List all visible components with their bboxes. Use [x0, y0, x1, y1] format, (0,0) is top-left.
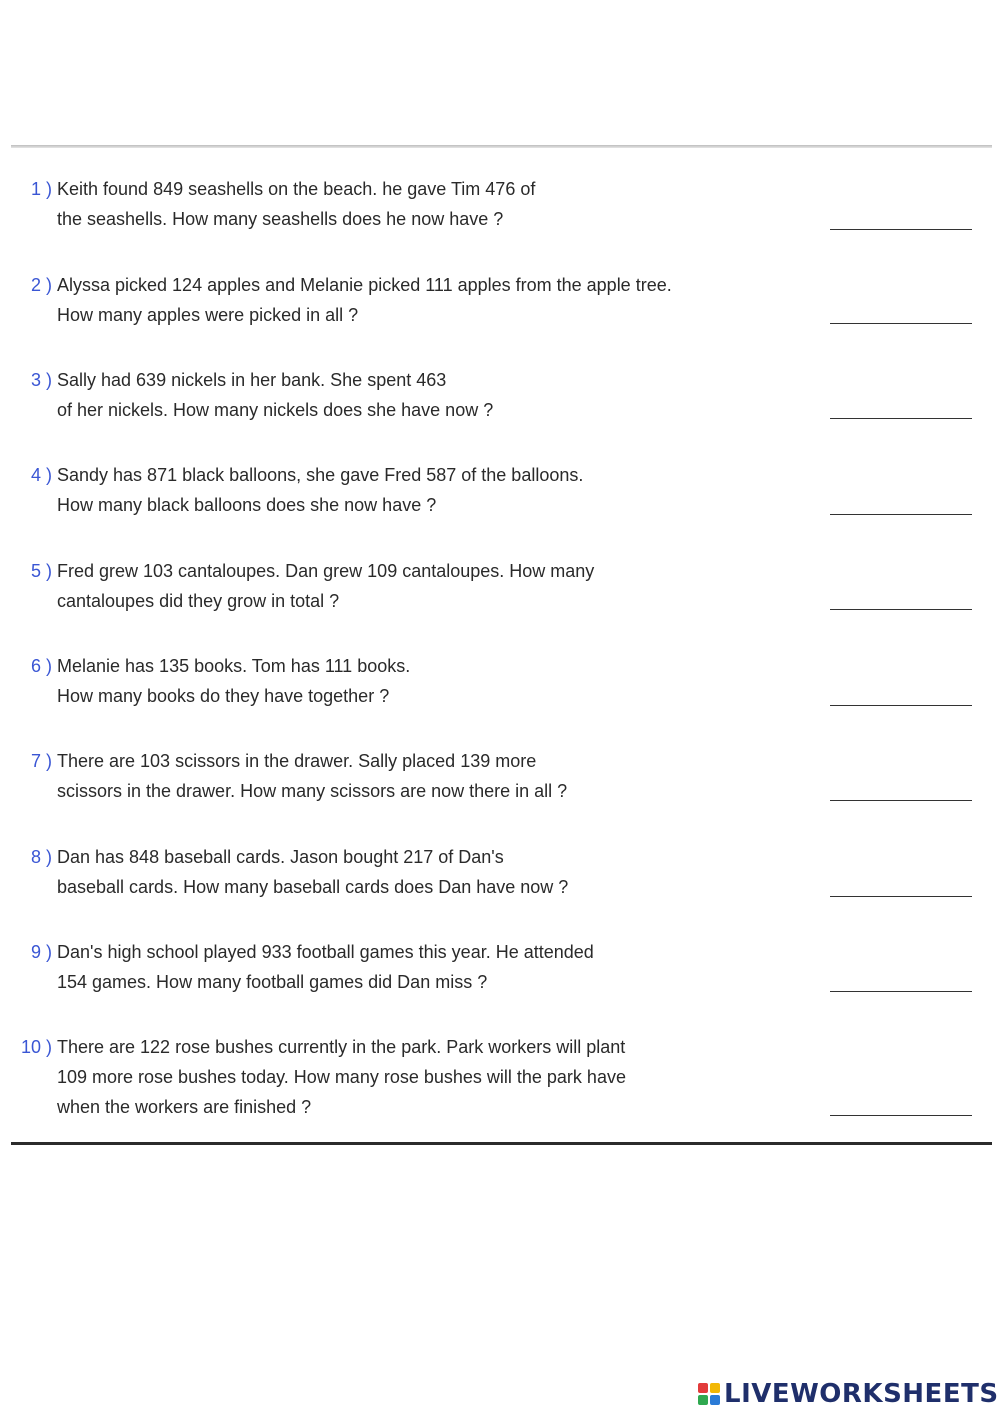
answer-blank[interactable]: [830, 323, 972, 324]
logo-square: [698, 1383, 708, 1393]
problem-7: [0, 746, 1000, 808]
problem-3: [0, 365, 1000, 427]
problem-number: 5 ): [30, 561, 52, 581]
logo-square: [698, 1395, 708, 1405]
brand-name: LIVEWORKSHEETS: [724, 1379, 999, 1409]
answer-blank[interactable]: [830, 229, 972, 230]
problem-line: 154 games. How many football games did Dan miss ?: [57, 972, 488, 992]
problem-line: baseball cards. How many baseball cards does Dan have now ?: [57, 877, 569, 897]
problem-number: 7 ): [30, 751, 52, 771]
problem-line: Sandy has 871 black balloons, she gave Fred 587 of the balloons.: [57, 465, 584, 485]
problem-number: 3 ): [30, 370, 52, 390]
problem-number: 8 ): [30, 847, 52, 867]
problem-line: cantaloupes did they grow in total ?: [57, 591, 340, 611]
problem-text: [57, 365, 797, 425]
answer-blank[interactable]: [830, 1115, 972, 1116]
problem-line: when the workers are finished ?: [57, 1097, 312, 1117]
problem-line: How many apples were picked in all ?: [57, 305, 359, 325]
problem-text: [57, 174, 797, 234]
problem-6: [0, 651, 1000, 713]
answer-blank[interactable]: [830, 705, 972, 706]
problem-5: [0, 556, 1000, 618]
problem-text: [57, 556, 797, 616]
answer-blank[interactable]: [830, 418, 972, 419]
problem-9: [0, 937, 1000, 999]
problem-number: 2 ): [30, 275, 52, 295]
problem-line: of her nickels. How many nickels does she have now ?: [57, 400, 494, 420]
problem-text: [57, 651, 797, 711]
problem-line: There are 122 rose bushes currently in the park. Park workers will plant: [57, 1037, 626, 1057]
problem-1: [0, 174, 1000, 236]
problem-number: 4 ): [30, 465, 52, 485]
problem-text: [57, 746, 797, 806]
bottom-divider: [11, 1142, 992, 1145]
liveworksheets-brand: [698, 1377, 999, 1411]
problem-8: [0, 842, 1000, 904]
problem-line: Melanie has 135 books. Tom has 111 books.: [57, 656, 411, 676]
problem-line: Dan has 848 baseball cards. Jason bought 217 of Dan's: [57, 847, 504, 867]
problem-4: [0, 460, 1000, 522]
problem-text: [57, 842, 797, 902]
liveworksheets-logo-icon: [698, 1383, 720, 1405]
problem-line: the seashells. How many seashells does he now have ?: [57, 209, 504, 229]
problem-text: [57, 937, 797, 997]
answer-blank[interactable]: [830, 896, 972, 897]
problem-line: Sally had 639 nickels in her bank. She spent 463: [57, 370, 447, 390]
problem-line: Dan's high school played 933 football games this year. He attended: [57, 942, 594, 962]
problem-number: 10 ): [20, 1037, 52, 1057]
problem-line: Fred grew 103 cantaloupes. Dan grew 109 cantaloupes. How many: [57, 561, 595, 581]
top-divider: [11, 145, 992, 148]
problem-line: scissors in the drawer. How many scissors are now there in all ?: [57, 781, 568, 801]
answer-blank[interactable]: [830, 514, 972, 515]
problem-line: Alyssa picked 124 apples and Melanie picked 111 apples from the apple tree.: [57, 275, 672, 295]
problem-10: [0, 1032, 1000, 1124]
problem-line: Keith found 849 seashells on the beach. he gave Tim 476 of: [57, 179, 536, 199]
problem-number: 9 ): [30, 942, 52, 962]
logo-square: [710, 1395, 720, 1405]
problem-line: There are 103 scissors in the drawer. Sally placed 139 more: [57, 751, 537, 771]
problem-line: How many books do they have together ?: [57, 686, 390, 706]
logo-square: [710, 1383, 720, 1393]
problem-line: 109 more rose bushes today. How many rose bushes will the park have: [57, 1067, 626, 1087]
problem-number: 6 ): [30, 656, 52, 676]
answer-blank[interactable]: [830, 609, 972, 610]
problem-2: [0, 270, 1000, 332]
problem-text: [57, 270, 797, 330]
answer-blank[interactable]: [830, 800, 972, 801]
problem-text: [57, 1032, 797, 1122]
problem-text: [57, 460, 797, 520]
answer-blank[interactable]: [830, 991, 972, 992]
problem-line: How many black balloons does she now have ?: [57, 495, 437, 515]
problem-number: 1 ): [30, 179, 52, 199]
